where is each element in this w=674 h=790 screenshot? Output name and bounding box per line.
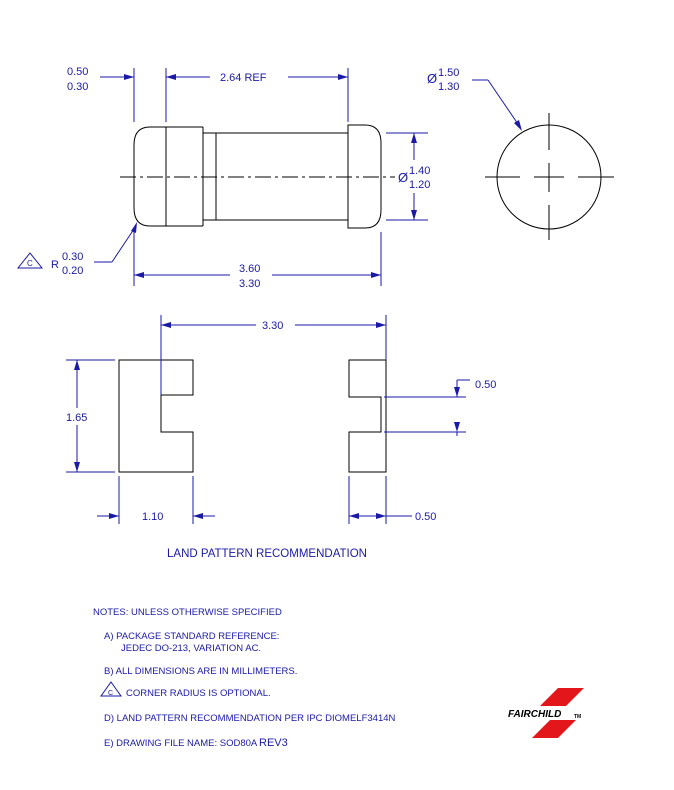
note-d: D) LAND PATTERN RECOMMENDATION PER IPC DIOMELF3414N [104, 713, 396, 724]
land-pattern-title: LAND PATTERN RECOMMENDATION [167, 548, 367, 560]
dim-corner-radius [18, 222, 137, 277]
dim-lead-width-max: 0.50 [67, 66, 89, 78]
note-e-prefix: E) DRAWING FILE NAME: SOD80A [104, 738, 258, 749]
diameter-symbol: Ø [398, 170, 409, 185]
dim-body-diam-min: 1.20 [409, 179, 431, 191]
dim-body-ref [166, 68, 348, 122]
radius-prefix: R [51, 259, 59, 271]
notes-header: NOTES: UNLESS OTHERWISE SPECIFIED [93, 607, 282, 618]
note-a-line1: A) PACKAGE STANDARD REFERENCE: [104, 631, 280, 642]
diameter-symbol-outer: Ø [427, 71, 438, 86]
land-pattern [119, 360, 386, 472]
dim-radius-min: 0.20 [62, 265, 84, 277]
dim-outer-diam-min: 1.30 [438, 81, 460, 93]
dim-body-diam-max: 1.40 [409, 165, 431, 177]
logo-stripe-bottom [532, 720, 576, 738]
notes-block [93, 607, 396, 749]
note-b: B) ALL DIMENSIONS ARE IN MILLIMETERS. [104, 666, 298, 677]
dim-land-gap [349, 476, 436, 524]
note-e-rev: REV3 [259, 737, 288, 749]
logo-tm: TM [574, 714, 582, 720]
logo-stripe-top [540, 688, 584, 706]
dim-land-pitch-text: 3.30 [262, 320, 284, 332]
land-pad-left [119, 360, 193, 472]
package-end-view [485, 113, 614, 240]
dim-land-pitch [161, 315, 386, 395]
note-c-symbol: C [27, 259, 33, 268]
dim-length-max: 3.60 [239, 263, 261, 275]
land-pad-right [349, 360, 386, 472]
dim-land-width [97, 476, 215, 524]
note-c-symbol-small: C [108, 690, 114, 697]
dim-outer-diam-max: 1.50 [438, 67, 460, 79]
logo-text: FAIRCHILD [508, 709, 562, 720]
dim-land-height [66, 360, 115, 472]
dim-body-ref-text: 2.64 REF [220, 72, 267, 84]
dim-land-width-text: 1.10 [142, 511, 164, 523]
dim-lead-width [67, 66, 180, 122]
note-c: CORNER RADIUS IS OPTIONAL. [126, 688, 271, 699]
dim-land-gap-text: 0.50 [415, 511, 437, 523]
package-side-view [120, 125, 395, 228]
dim-land-notch-text: 0.50 [475, 379, 497, 391]
dim-lead-width-min: 0.30 [67, 81, 89, 93]
dim-outer-diameter [427, 67, 522, 131]
dim-land-height-text: 1.65 [66, 412, 88, 424]
dim-land-notch [384, 379, 496, 436]
dim-overall-length [134, 230, 381, 290]
dim-length-min: 3.30 [239, 278, 261, 290]
fairchild-logo [508, 688, 584, 738]
note-a-line2: JEDEC DO-213, VARIATION AC. [121, 643, 262, 654]
dim-radius-max: 0.30 [62, 251, 84, 263]
